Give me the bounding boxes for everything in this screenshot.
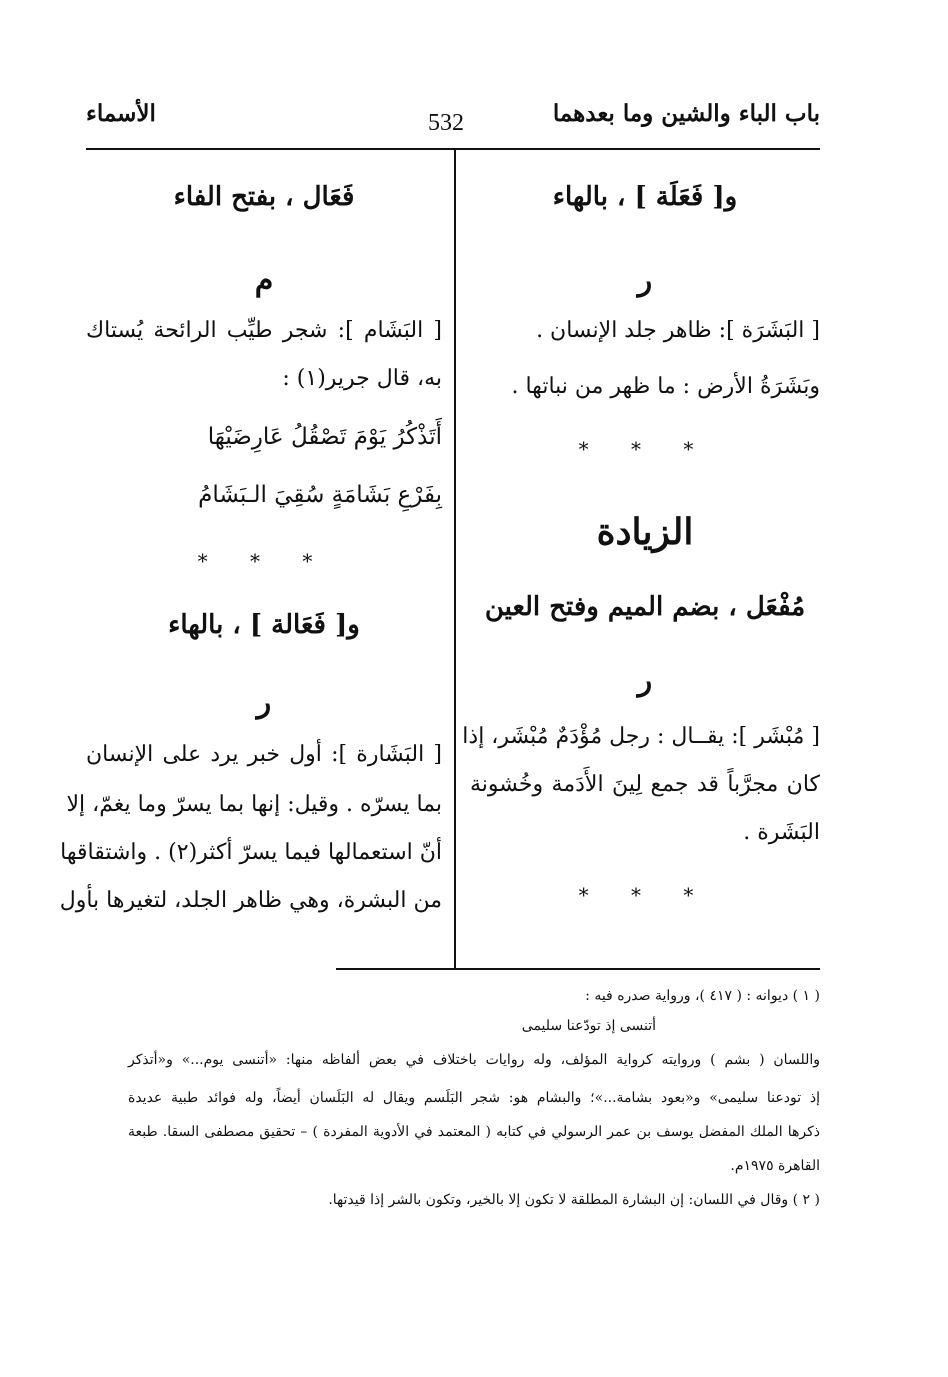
- root-letter-ra: ر: [256, 685, 272, 720]
- entry-bishara-line3: أنّ استعمالها فيما يسرّ أكثر(٢) . واشتقاقها: [60, 840, 442, 865]
- category-label: الأسماء: [86, 100, 156, 127]
- entry-mubshar-line2: كان مجرَّباً قد جمع لِينَ الأَدَمة وخُشونة: [470, 772, 820, 797]
- left-column: [59, 150, 442, 968]
- page-number: 532: [428, 110, 464, 136]
- footnote-2-line1: ( ٢ ) وقال في اللسان: إن البشارة المطلقة لا تكون إلا بالخير، وتكون بالشر إذا قيدتها.: [328, 1192, 820, 1208]
- footnote-1-line4: إذ تودعنا سليمى» و«بعود بشامة...»؛ والبشام هو: شجر البَلَسم ويقال له البَلَسان أيضاً، وله فوائد طبية عديدة: [128, 1090, 820, 1106]
- root-letter-ra: ر: [637, 663, 653, 698]
- entry-basham-line1: [ البَشَام ]: شجر طيِّب الرائحة يُستاك: [86, 318, 442, 343]
- root-letter-ra: ر: [637, 263, 653, 298]
- column-divider: [454, 150, 456, 968]
- entry-bishara-line1: [ البَشَارة ]: أول خبر يرد على الإنسان: [86, 742, 442, 767]
- footnote-1-line6: القاهرة ١٩٧٥م.: [730, 1158, 820, 1174]
- heading-mufal: مُفْعَل ، بضم الميم وفتح العين: [484, 592, 806, 622]
- entry-mubshar-line3: البَشَرة .: [743, 820, 820, 845]
- separator-stars: * * *: [578, 883, 712, 907]
- section-title: باب الباء والشين وما بعدهما: [552, 100, 820, 127]
- separator-stars: * * *: [197, 549, 331, 573]
- right-column: [462, 150, 820, 968]
- entry-bashara-line1: [ البَشَرَة ]: ظاهر جلد الإنسان .: [536, 318, 820, 343]
- verse-line2: بِفَرْعِ بَشَامَةٍ سُقِيَ الـبَشَامُ: [198, 482, 442, 508]
- footnote-1-line3: واللسان ( بشم ) وروايته كرواية المؤلف، وله روايات باختلاف في بعض ألفاظه منها: «أتنسى يوم...» و«أتذكر: [128, 1052, 820, 1068]
- section-heading-ziyada: الزيادة: [596, 511, 694, 553]
- footnote-rule: [336, 968, 820, 970]
- entry-basham-line2: به، قال جرير(١) :: [282, 366, 442, 391]
- entry-mubshar-line1: [ مُبْشَر ]: يقــال : رجل مُؤْدَمٌ مُبْشَر، إذا: [462, 724, 820, 749]
- separator-stars: * * *: [578, 437, 712, 461]
- footnote-1-line1: ( ١ ) ديوانه : ( ٤١٧ )، ورواية صدره فيه :: [585, 988, 820, 1004]
- root-letter-mim: م: [254, 263, 274, 298]
- footnote-1-verse: أتنسى إذ تودّعنا سليمى: [521, 1018, 656, 1034]
- entry-bashara-line2: وبَشَرَةُ الأرض : ما ظهر من نباتها .: [511, 374, 820, 399]
- heading-faala-ha: و[ فَعَلَة ] ، بالهاء: [552, 182, 738, 212]
- entry-bishara-line4: من البشرة، وهي ظاهر الجلد، لتغيرها بأول: [59, 888, 442, 913]
- footnote-1-line5: ذكرها الملك المفضل يوسف بن عمر الرسولي في كتابه ( المعتمد في الأدوية المفردة ) – تحقيق مصطفى السقا. طبعة: [128, 1124, 820, 1140]
- verse-line1: أَتَذْكُرُ يَوْمَ تَصْقُلُ عَارِضَيْهَا: [207, 424, 442, 450]
- heading-faal: فَعَال ، بفتح الفاء: [173, 182, 355, 212]
- heading-faala: و[ فَعَالة ] ، بالهاء: [168, 610, 360, 640]
- entry-bishara-line2: بما يسرّه . وقيل: إنها بما يسرّ وما يغمّ، إلا: [66, 792, 442, 817]
